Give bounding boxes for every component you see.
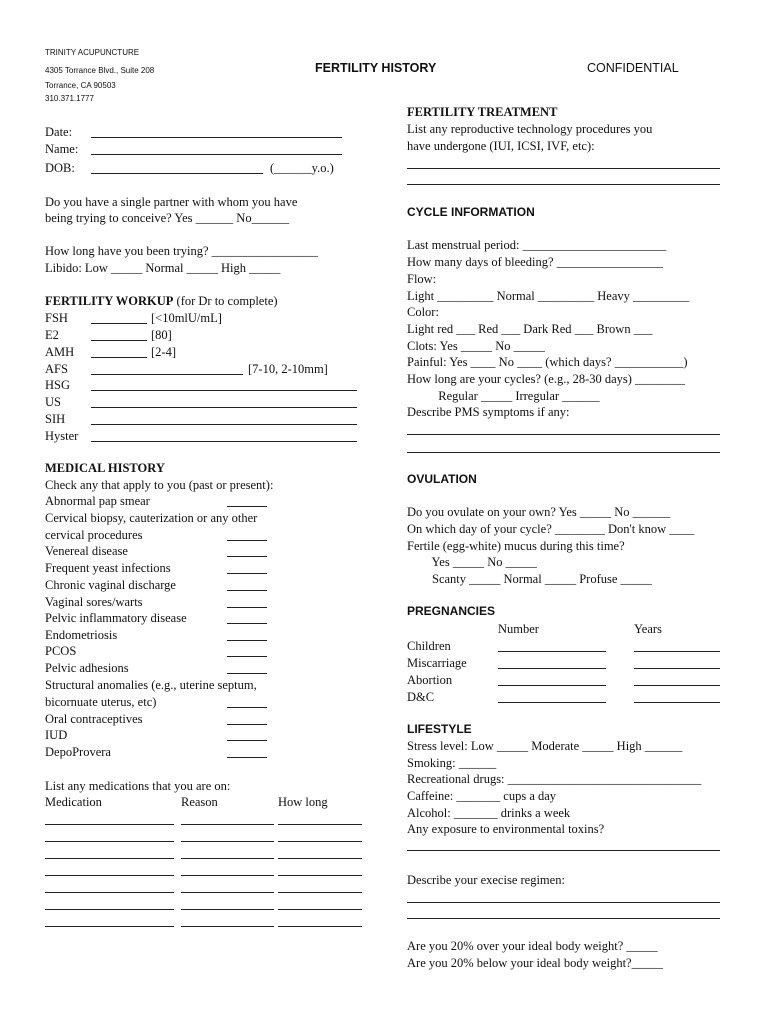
- pregnancy-number-field[interactable]: [498, 702, 606, 703]
- clinic-address-line1: 4305 Torrance Blvd., Suite 208: [45, 66, 155, 75]
- partner-question-line2[interactable]: being trying to conceive? Yes ______ No______: [45, 211, 290, 225]
- years-column-header: Years: [634, 622, 662, 636]
- medical-item: DepoProvera: [45, 745, 111, 759]
- medical-item: IUD: [45, 728, 68, 742]
- clinic-address-line2: Torrance, CA 90503: [45, 81, 116, 90]
- workup-afs-field[interactable]: [91, 374, 243, 375]
- pregnancy-row-label: Miscarriage: [407, 656, 467, 670]
- workup-label: US: [45, 395, 61, 409]
- medical-check-field[interactable]: [227, 573, 267, 574]
- medical-check-field[interactable]: [227, 540, 267, 541]
- medical-check-field[interactable]: [227, 757, 267, 758]
- reason-field[interactable]: [181, 875, 274, 876]
- how-long-field[interactable]: [278, 858, 362, 859]
- workup-e2-field[interactable]: [91, 340, 147, 341]
- how-long-column-header: How long: [278, 795, 328, 809]
- medications-intro: List any medications that you are on:: [45, 779, 231, 793]
- medical-item: Endometriosis: [45, 628, 118, 642]
- medical-item: bicornuate uterus, etc): [45, 695, 157, 709]
- cycle-line: Flow:: [407, 272, 437, 286]
- reason-field[interactable]: [181, 926, 274, 927]
- medical-check-field[interactable]: [227, 673, 267, 674]
- workup-us-field[interactable]: [91, 407, 357, 408]
- workup-label: E2: [45, 328, 59, 342]
- how-long-field[interactable]: [278, 841, 362, 842]
- name-field[interactable]: [91, 154, 342, 155]
- number-column-header: Number: [498, 622, 539, 636]
- trying-duration-question[interactable]: How long have you been trying? _________________: [45, 244, 318, 258]
- ovulation-line: Fertile (egg-white) mucus during this time?: [407, 539, 625, 553]
- dob-label: DOB:: [45, 161, 75, 175]
- workup-range: [<10mlU/mL]: [151, 311, 222, 325]
- ovulation-line[interactable]: Scanty _____ Normal _____ Profuse _____: [407, 572, 652, 586]
- cycle-line: Describe PMS symptoms if any:: [407, 405, 570, 419]
- age-field[interactable]: (______y.o.): [270, 161, 334, 175]
- medical-check-field[interactable]: [227, 656, 267, 657]
- pregnancy-number-field[interactable]: [498, 685, 606, 686]
- treatment-answer-field[interactable]: [407, 184, 720, 185]
- lifestyle-line[interactable]: Smoking: ______: [407, 756, 497, 770]
- ovulation-line[interactable]: Yes _____ No _____: [407, 555, 537, 569]
- workup-amh-field[interactable]: [91, 357, 147, 358]
- medication-field[interactable]: [45, 858, 174, 859]
- pregnancy-number-field[interactable]: [498, 651, 606, 652]
- ovulation-line[interactable]: Do you ovulate on your own? Yes _____ No ______: [407, 505, 671, 519]
- reason-column-header: Reason: [181, 795, 218, 809]
- lifestyle-line[interactable]: Caffeine: _______ cups a day: [407, 789, 557, 803]
- pms-answer-field[interactable]: [407, 434, 720, 435]
- medication-column-header: Medication: [45, 795, 102, 809]
- medical-item: Pelvic inflammatory disease: [45, 611, 187, 625]
- medical-item: Venereal disease: [45, 544, 128, 558]
- clinic-name: TRINITY ACUPUNCTURE: [45, 48, 140, 57]
- exercise-answer-field[interactable]: [407, 902, 720, 903]
- workup-range: [80]: [151, 328, 172, 342]
- workup-hyster-field[interactable]: [91, 441, 357, 442]
- medical-item: Frequent yeast infections: [45, 561, 171, 575]
- cycle-line[interactable]: Light red ___ Red ___ Dark Red ___ Brown ___: [407, 322, 653, 336]
- workup-fsh-field[interactable]: [91, 323, 147, 324]
- dob-field[interactable]: [91, 173, 263, 174]
- how-long-field[interactable]: [278, 926, 362, 927]
- medical-item: Cervical biopsy, cauterization or any other: [45, 511, 258, 525]
- lifestyle-line[interactable]: Alcohol: _______ drinks a week: [407, 806, 571, 820]
- weight-over-question[interactable]: Are you 20% over your ideal body weight? _____: [407, 939, 658, 953]
- medical-history-intro: Check any that apply to you (past or present):: [45, 478, 274, 492]
- weight-below-question[interactable]: Are you 20% below your ideal body weight?_____: [407, 956, 663, 970]
- pregnancy-years-field[interactable]: [634, 651, 720, 652]
- medication-field[interactable]: [45, 841, 174, 842]
- workup-label: Hyster: [45, 429, 79, 443]
- name-label: Name:: [45, 142, 79, 156]
- medical-check-field[interactable]: [227, 640, 267, 641]
- medical-check-field[interactable]: [227, 556, 267, 557]
- cycle-line[interactable]: Clots: Yes _____ No _____: [407, 339, 545, 353]
- reason-field[interactable]: [181, 909, 274, 910]
- medical-history-heading: MEDICAL HISTORY: [45, 461, 165, 475]
- pregnancy-years-field[interactable]: [634, 668, 720, 669]
- medication-field[interactable]: [45, 824, 174, 825]
- ovulation-heading: OVULATION: [407, 472, 477, 486]
- medical-item: PCOS: [45, 644, 77, 658]
- ovulation-line[interactable]: On which day of your cycle? ________ Don't know ____: [407, 522, 695, 536]
- cycle-line: Color:: [407, 305, 439, 319]
- workup-label: FSH: [45, 311, 68, 325]
- pregnancy-row-label: Abortion: [407, 673, 453, 687]
- treatment-answer-field[interactable]: [407, 168, 720, 169]
- treatment-question-line1: List any reproductive technology procedures you: [407, 122, 653, 136]
- medical-item: Oral contraceptives: [45, 712, 143, 726]
- cycle-line[interactable]: Light _________ Normal _________ Heavy _________: [407, 289, 690, 303]
- exercise-answer-field[interactable]: [407, 918, 720, 919]
- workup-label: AMH: [45, 345, 75, 359]
- medical-item: Vaginal sores/warts: [45, 595, 143, 609]
- confidential-label: CONFIDENTIAL: [587, 61, 679, 75]
- cycle-information-heading: CYCLE INFORMATION: [407, 205, 535, 219]
- medical-item: Chronic vaginal discharge: [45, 578, 176, 592]
- lifestyle-line[interactable]: Recreational drugs: _______________________________: [407, 772, 702, 786]
- date-field[interactable]: [91, 137, 342, 138]
- reason-field[interactable]: [181, 841, 274, 842]
- pregnancy-number-field[interactable]: [498, 668, 606, 669]
- workup-sih-field[interactable]: [91, 424, 357, 425]
- reason-field[interactable]: [181, 824, 274, 825]
- cycle-line[interactable]: How many days of bleeding? _________________: [407, 255, 663, 269]
- medication-field[interactable]: [45, 875, 174, 876]
- medical-item: cervical procedures: [45, 528, 143, 542]
- how-long-field[interactable]: [278, 892, 362, 893]
- workup-range: [2-4]: [151, 345, 176, 359]
- toxins-answer-field[interactable]: [407, 850, 720, 851]
- medical-check-field[interactable]: [227, 740, 267, 741]
- clinic-phone: 310.371.1777: [45, 94, 94, 103]
- workup-range: [7-10, 2-10mm]: [248, 362, 328, 376]
- medication-field[interactable]: [45, 892, 174, 893]
- lifestyle-line[interactable]: Stress level: Low _____ Moderate _____ High ______: [407, 739, 683, 753]
- cycle-line[interactable]: How long are your cycles? (e.g., 28-30 days) ________: [407, 372, 686, 386]
- pregnancies-heading: PREGNANCIES: [407, 604, 496, 618]
- cycle-line[interactable]: Last menstrual period: _______________________: [407, 238, 667, 252]
- medical-check-field[interactable]: [227, 707, 267, 708]
- how-long-field[interactable]: [278, 824, 362, 825]
- medical-check-field[interactable]: [227, 623, 267, 624]
- workup-hsg-field[interactable]: [91, 390, 357, 391]
- workup-label: AFS: [45, 362, 68, 376]
- pregnancy-row-label: Children: [407, 639, 451, 653]
- medical-item: Pelvic adhesions: [45, 661, 129, 675]
- medication-field[interactable]: [45, 909, 174, 910]
- pregnancy-row-label: D&C: [407, 690, 435, 704]
- how-long-field[interactable]: [278, 909, 362, 910]
- libido-question[interactable]: Libido: Low _____ Normal _____ High _____: [45, 261, 281, 275]
- pms-answer-field[interactable]: [407, 452, 720, 453]
- lifestyle-heading: LIFESTYLE: [407, 722, 472, 736]
- form-title: FERTILITY HISTORY: [315, 61, 437, 75]
- reason-field[interactable]: [181, 892, 274, 893]
- medication-field[interactable]: [45, 926, 174, 927]
- workup-label: HSG: [45, 378, 71, 392]
- exercise-question: Describe your execise regimen:: [407, 873, 565, 887]
- cycle-line[interactable]: Regular _____ Irregular ______: [407, 389, 600, 403]
- lifestyle-line: Any exposure to environmental toxins?: [407, 822, 605, 836]
- workup-label: SIH: [45, 412, 66, 426]
- medical-check-field[interactable]: [227, 506, 267, 507]
- medical-item: Abnormal pap smear: [45, 494, 150, 508]
- medical-check-field[interactable]: [227, 590, 267, 591]
- partner-question-line1: Do you have a single partner with whom you have: [45, 195, 298, 209]
- pregnancy-years-field[interactable]: [634, 702, 720, 703]
- medical-check-field[interactable]: [227, 724, 267, 725]
- reason-field[interactable]: [181, 858, 274, 859]
- date-label: Date:: [45, 125, 73, 139]
- treatment-question-line2: have undergone (IUI, ICSI, IVF, etc):: [407, 139, 595, 153]
- fertility-treatment-heading: FERTILITY TREATMENT: [407, 105, 558, 119]
- medical-check-field[interactable]: [227, 607, 267, 608]
- pregnancy-years-field[interactable]: [634, 685, 720, 686]
- how-long-field[interactable]: [278, 875, 362, 876]
- medical-item: Structural anomalies (e.g., uterine septum,: [45, 678, 257, 692]
- cycle-line[interactable]: Painful: Yes ____ No ____ (which days? ___________): [407, 355, 688, 369]
- fertility-workup-heading: FERTILITY WORKUP (for Dr to complete): [45, 294, 278, 308]
